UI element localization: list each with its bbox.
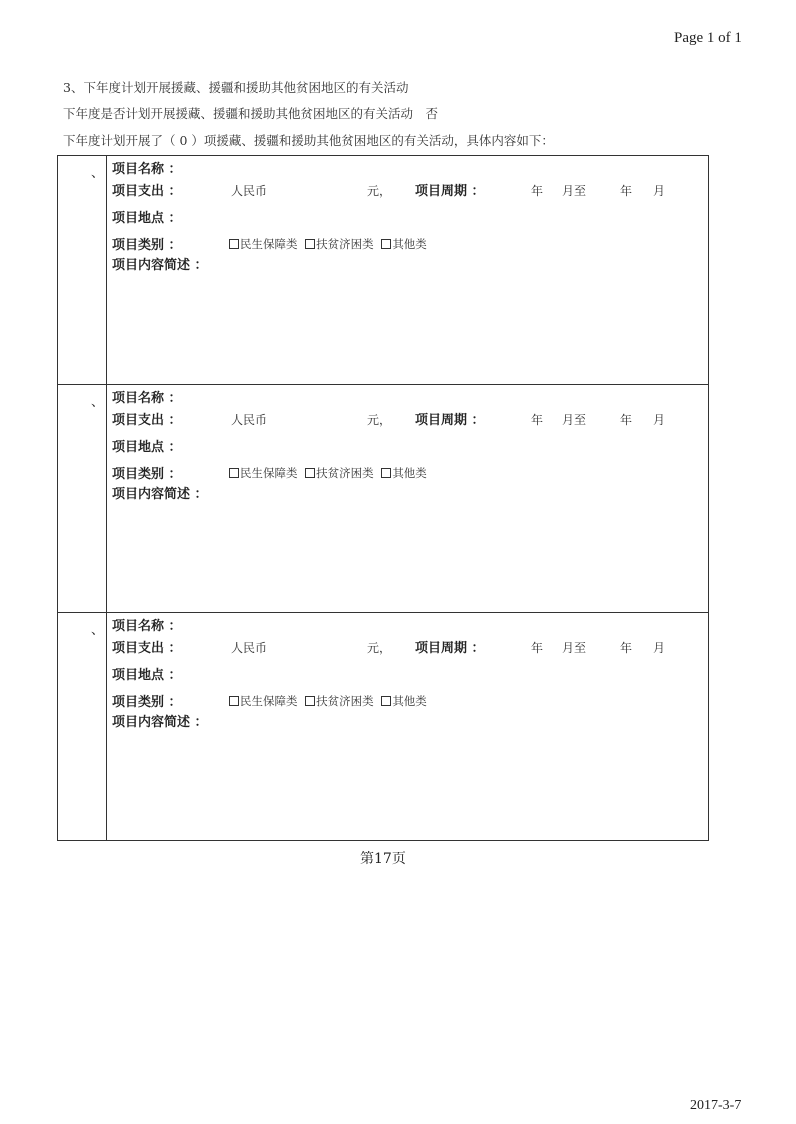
plan-count-statement: 下年度计划开展了（ 0 ）项援藏、援疆和援助其他贫困地区的有关活动，具体内容如下： — [63, 133, 554, 148]
currency-label: 人民币 — [231, 413, 268, 427]
project-description-label: 项目内容简述 ： — [112, 258, 208, 273]
checkbox-icon[interactable] — [381, 468, 391, 478]
end-year-unit: 年 — [620, 184, 633, 198]
category-options — [229, 236, 431, 252]
option-livelihood[interactable]: 民生保障类 — [229, 694, 298, 708]
project-block — [58, 156, 708, 384]
plan-question: 下年度是否计划开展援藏、援疆和援助其他贫困地区的有关活动 否 — [63, 106, 439, 121]
section-heading: 3、下年度计划开展援藏、援疆和援助其他贫困地区的有关活动 — [63, 80, 409, 95]
project-category-label: 项目类别 ： — [112, 238, 182, 253]
start-month-to-unit: 月至 — [562, 184, 587, 198]
start-year-unit: 年 — [531, 413, 544, 427]
category-options — [229, 465, 431, 481]
checkbox-icon[interactable] — [229, 239, 239, 249]
print-date: 2017-3-7 — [690, 1098, 742, 1113]
currency-label: 人民币 — [231, 641, 268, 655]
yuan-unit: 元， — [367, 184, 392, 198]
project-block — [58, 612, 708, 840]
option-other[interactable]: 其他类 — [381, 466, 427, 480]
end-month-unit: 月 — [653, 641, 666, 655]
project-block — [58, 384, 708, 612]
project-number: 、 — [91, 623, 105, 638]
start-month-to-unit: 月至 — [562, 641, 587, 655]
project-number: 、 — [91, 166, 105, 181]
yuan-unit: 元， — [367, 413, 392, 427]
checkbox-icon[interactable] — [229, 696, 239, 706]
project-description-label: 项目内容简述 ： — [112, 715, 208, 730]
project-category-label: 项目类别 ： — [112, 695, 182, 710]
project-period-label: 项目周期 ： — [415, 184, 485, 199]
project-expense-label: 项目支出 ： — [112, 184, 182, 199]
project-name-label: 项目名称 ： — [112, 162, 182, 177]
checkbox-icon[interactable] — [381, 239, 391, 249]
column-divider — [106, 613, 107, 840]
option-poverty-relief[interactable]: 扶贫济困类 — [305, 466, 374, 480]
checkbox-icon[interactable] — [305, 696, 315, 706]
checkbox-icon[interactable] — [229, 468, 239, 478]
end-year-unit: 年 — [620, 641, 633, 655]
project-location-label: 项目地点 ： — [112, 440, 182, 455]
checkbox-icon[interactable] — [305, 468, 315, 478]
project-location-label: 项目地点 ： — [112, 211, 182, 226]
column-divider — [106, 156, 107, 384]
end-year-unit: 年 — [620, 413, 633, 427]
end-month-unit: 月 — [653, 184, 666, 198]
project-location-label: 项目地点 ： — [112, 668, 182, 683]
option-livelihood[interactable]: 民生保障类 — [229, 466, 298, 480]
project-expense-label: 项目支出 ： — [112, 413, 182, 428]
project-name-label: 项目名称 ： — [112, 391, 182, 406]
page-counter: Page 1 of 1 — [674, 30, 742, 46]
project-name-label: 项目名称 ： — [112, 619, 182, 634]
start-year-unit: 年 — [531, 184, 544, 198]
option-other[interactable]: 其他类 — [381, 237, 427, 251]
currency-label: 人民币 — [231, 184, 268, 198]
option-poverty-relief[interactable]: 扶贫济困类 — [305, 694, 374, 708]
project-number: 、 — [91, 395, 105, 410]
project-description-label: 项目内容简述 ： — [112, 487, 208, 502]
project-period-label: 项目周期 ： — [415, 413, 485, 428]
option-livelihood[interactable]: 民生保障类 — [229, 237, 298, 251]
column-divider — [106, 385, 107, 612]
page-number: 第17页 — [360, 851, 406, 867]
checkbox-icon[interactable] — [381, 696, 391, 706]
yuan-unit: 元， — [367, 641, 392, 655]
checkbox-icon[interactable] — [305, 239, 315, 249]
start-month-to-unit: 月至 — [562, 413, 587, 427]
category-options — [229, 693, 431, 709]
project-category-label: 项目类别 ： — [112, 467, 182, 482]
end-month-unit: 月 — [653, 413, 666, 427]
option-poverty-relief[interactable]: 扶贫济困类 — [305, 237, 374, 251]
start-year-unit: 年 — [531, 641, 544, 655]
project-table — [57, 155, 709, 841]
project-expense-label: 项目支出 ： — [112, 641, 182, 656]
option-other[interactable]: 其他类 — [381, 694, 427, 708]
project-period-label: 项目周期 ： — [415, 641, 485, 656]
